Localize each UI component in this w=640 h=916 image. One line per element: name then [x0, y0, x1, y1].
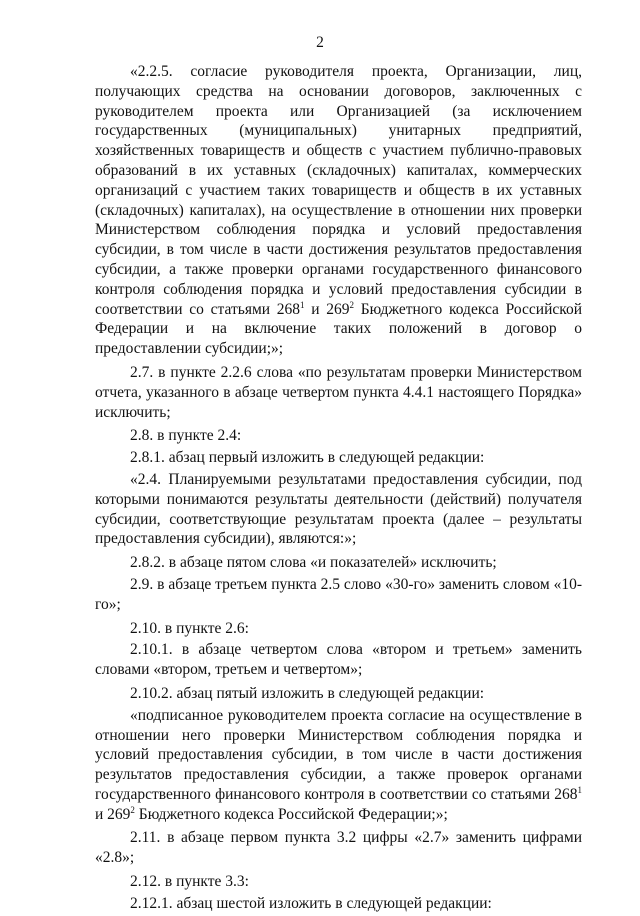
- paragraph-2-2-5: «2.2.5. согласие руководителя проекта, Организации, лиц, получающих средства на основании договоров, заключенных с руководителем проекта или Организацией (за исключением государственных (муниципальных) унитарных предприятий, хозяйственных товариществ и обществ с участием публично-правовых образований в их уставных (складочных) капиталах, коммерческих организаций с участием таких товариществ и обществ в их уставных (складочных) капиталах), на осуществление в отношении них проверки Министерством соблюдения порядка и условий предоставления субсидии, в том числе в части достижения результатов предоставления субсидии, а также проверки органами государственного финансового контроля соблюдения порядка и условий предоставления субсидии в соответствии со статьями $268^1$ и $269^2$ Бюджетного кодекса Российской Федерации и на включение таких положений в договор о предоставлении субсидии;»;: [95, 63, 583, 358]
- paragraph-2-10: 2.10. в пункте 2.6:: [130, 619, 249, 637]
- paragraph-2-11: 2.11. в абзаце первом пункта 3.2 цифры «2.7» заменить цифрами «2.8»;: [95, 829, 582, 867]
- paragraph-2-12-1: 2.12.1. абзац шестой изложить в следующей редакции:: [130, 894, 492, 912]
- paragraph-consent-quote: «подписанное руководителем проекта согласие на осуществление в отношении него проверки Министерством соблюдения порядка и условий предоставления субсидии, в том числе в части достижения результатов предоставления субсидии, а также проверок органами государственного финансового контроля в соответствии со статьями $268^1$ и $269^2$ Бюджетного кодекса Российской Федерации;»;: [95, 706, 582, 823]
- paragraph-2-10-1: 2.10.1. в абзаце четвертом слова «втором и третьем» заменить словами «втором, третьем и четвертом»;: [95, 641, 582, 679]
- document-body: [95, 62, 582, 916]
- paragraph-2-8-2: 2.8.2. в абзаце пятом слова «и показателей» исключить;: [130, 554, 497, 572]
- paragraph-2-7: 2.7. в пункте 2.2.6 слова «по результатам проверки Министерством отчета, указанного в абзаце четвертом пункта 4.4.1 настоящего Порядка» исключить;: [95, 363, 582, 421]
- paragraph-2-12: 2.12. в пункте 3.3:: [130, 873, 249, 891]
- paragraph-2-8: 2.8. в пункте 2.4:: [130, 427, 242, 445]
- paragraph-2-8-1: 2.8.1. абзац первый изложить в следующей редакции:: [130, 449, 485, 467]
- page-number: 2: [316, 34, 324, 51]
- paragraph-2-10-2: 2.10.2. абзац пятый изложить в следующей редакции:: [130, 684, 485, 702]
- paragraph-2-4-quote: «2.4. Планируемыми результатами предоставления субсидии, под которыми понимаются результаты деятельности (действий) получателя субсидии, соответствующие результатам проекта (далее – результаты предоставления субсидии), являются:»;: [95, 470, 582, 548]
- paragraph-2-9: 2.9. в абзаце третьем пункта 2.5 слово «30-го» заменить словом «10-го»;: [95, 575, 582, 613]
